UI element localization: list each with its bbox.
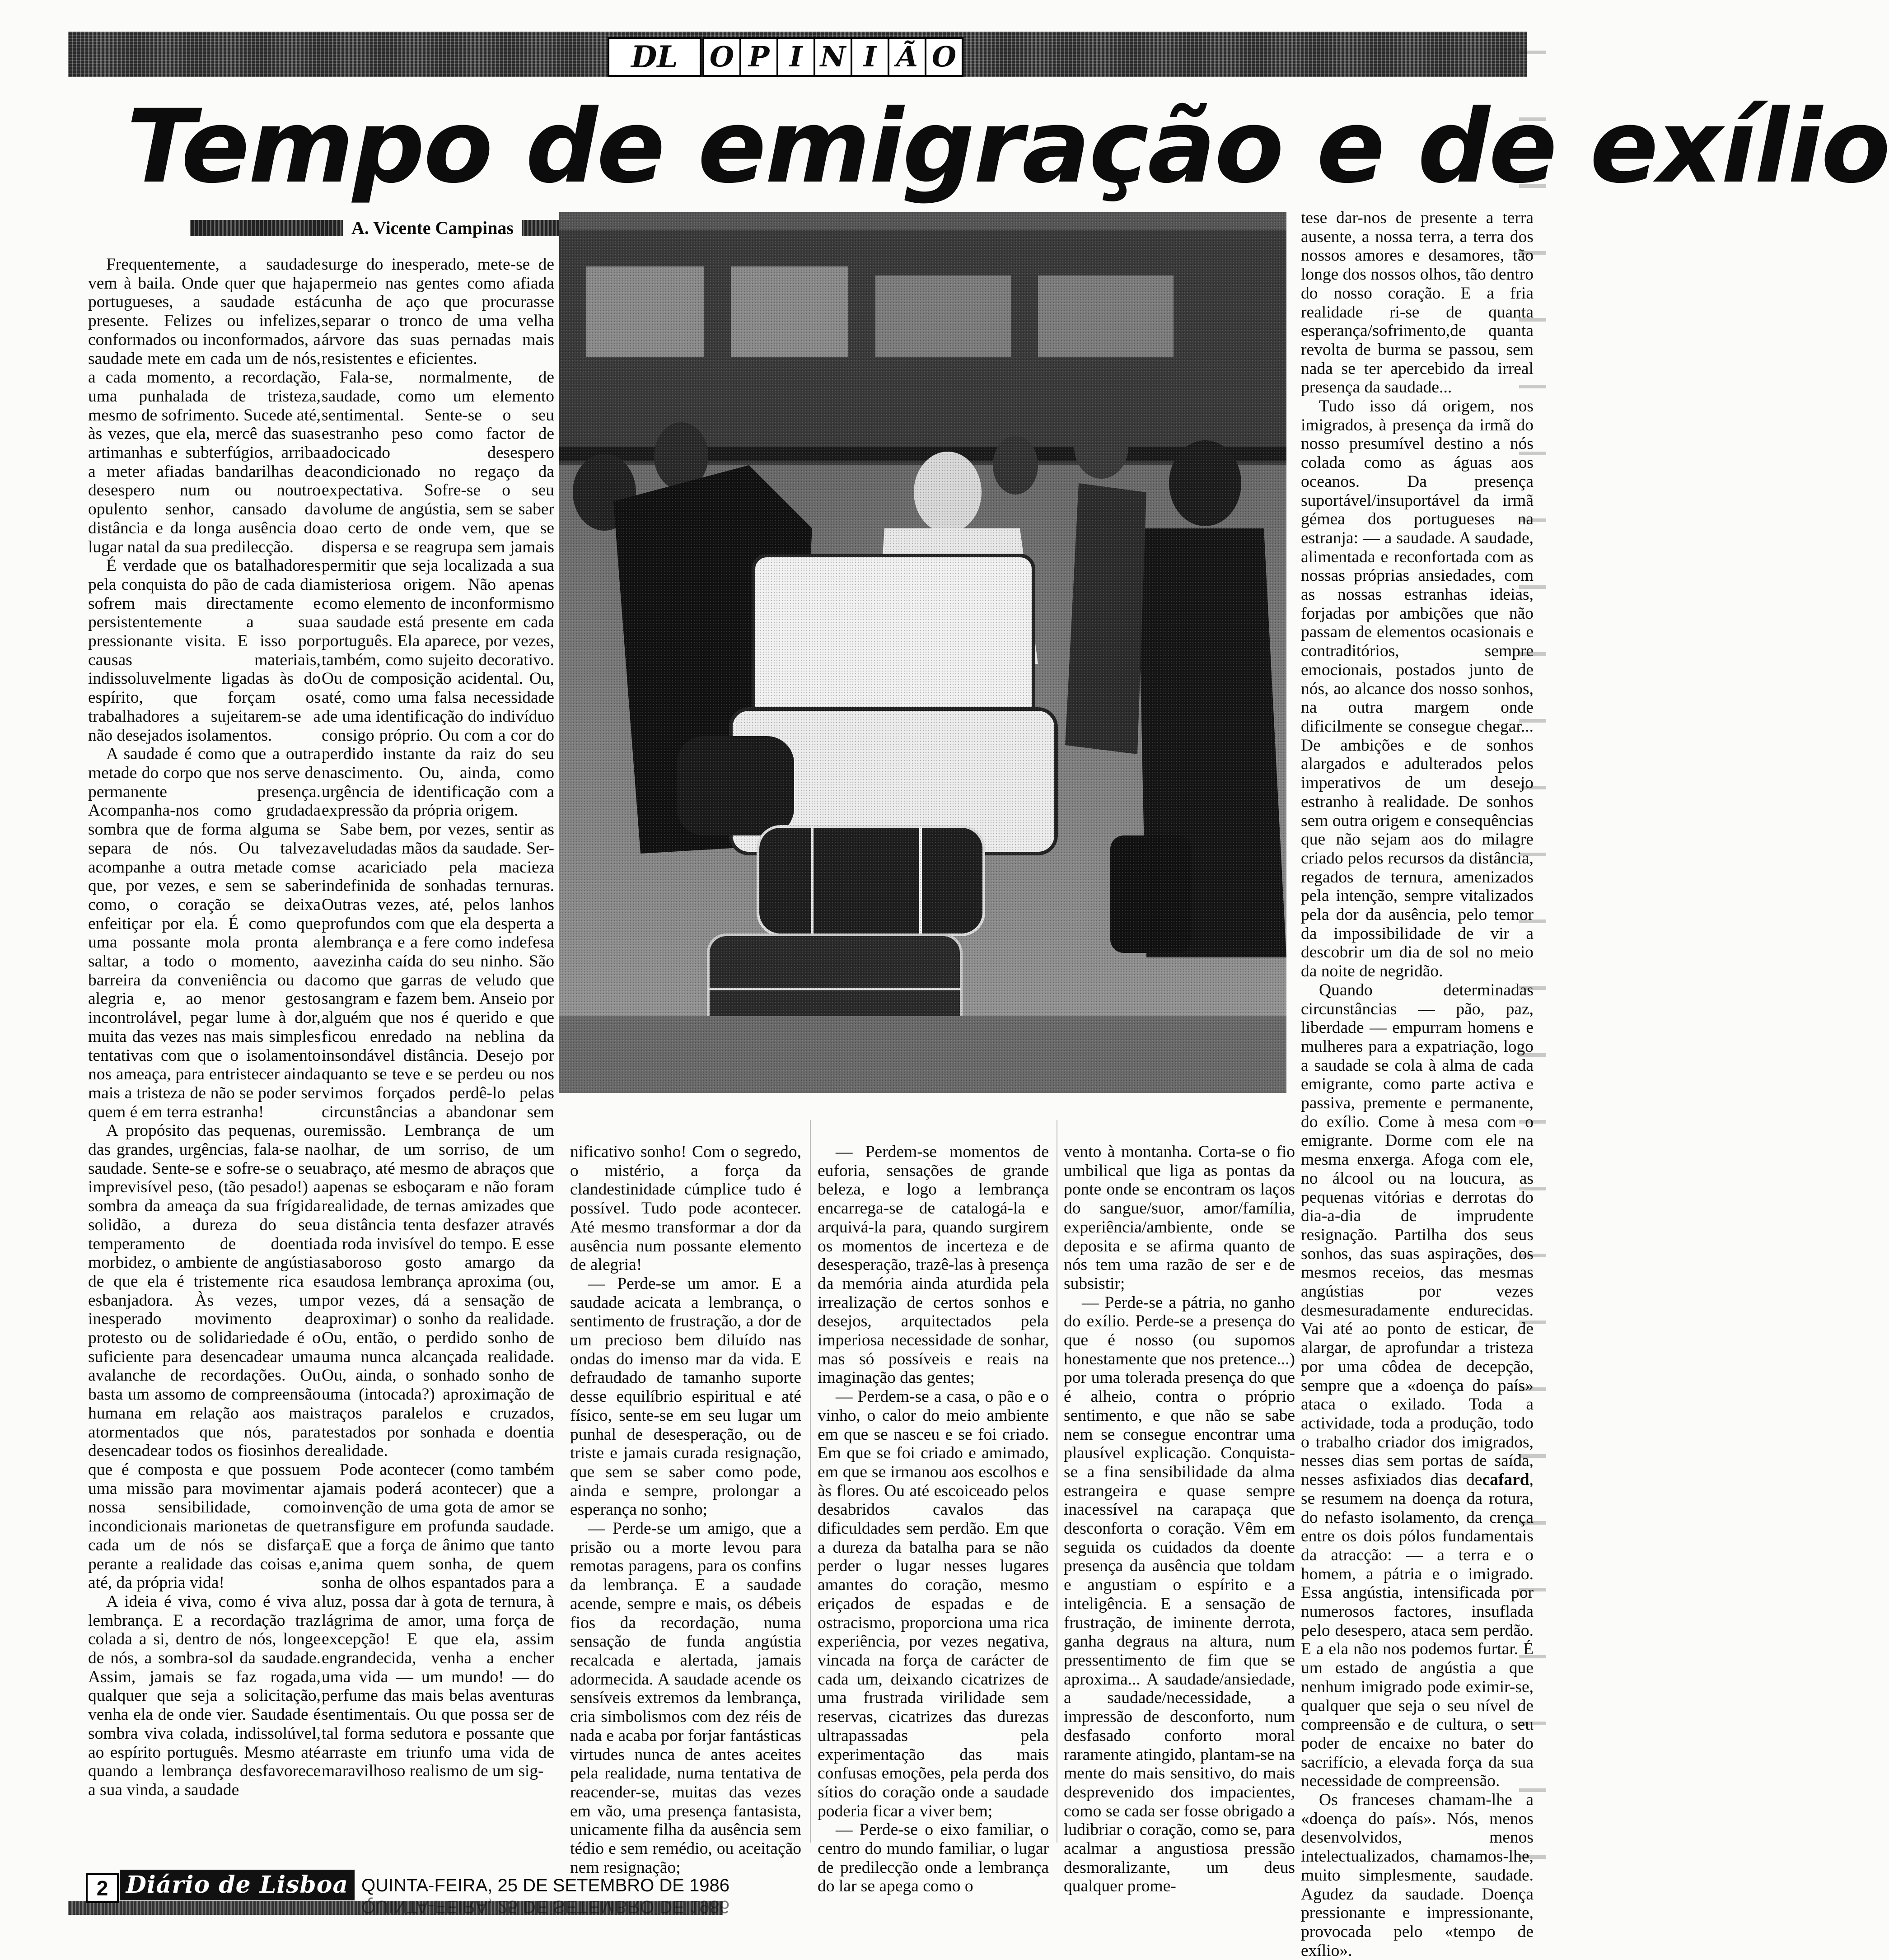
paragraph: — Perde-se a pátria, no ganho do exílio. Perde-se a presença do que é nosso (ou supomos honestamente que nos pretence...) por uma tolerada presença do que é alheio, contra o próprio sentimento, e que não se sabe nem se consegue encontrar uma plausível explicação. Conquista-se a fina sensibilidade da alma estrangeira e quase sempre inacessível na carapaça que desconforta o coração. Vêm em seguida os cuidados da doente presença da ausência que toldam e angustiam o espírito e a inteligência. E a sensação de frustração, de iminente derrota, ganha degraus na altura, num pressentimento de fim que se aproxima... A saudade/ansiedade, a saudade/necessidade, a impressão de desconforto, num desfasado conforto moral raramente atingido, plantam-se na mente do mais sensitivo, do mais desprevenido dos impacientes, como se cada ser fosse obrigado a ludibriar o coração, como se, para acalmar a angustiosa pressão desmoralizante, um deus qualquer prome-: [1064, 1293, 1295, 1896]
paragraph: — Perdem-se a casa, o pão e o vinho, o calor do meio ambiente em que se nasceu e se foi criado. Em que se foi criado e amimado, em que se irmanou aos escolhos e às flores. Ou até escoiceado pelos desabridos cavalos das dificuldades sem perdão. Em que a dureza da batalha para se não perder o lugar nesses lugares amantes do coração, mesmo eriçados de espadas e de ostracismo, proporciona uma rica experiência, por vezes negativa, vincada na força de carácter de cada um, deixando cicatrizes de uma frustrada virilidade sem reservas, cicatrizes das durezas ultrapassadas pela experimentação das mais confusas emoções, pela perda dos sítios do coração onde a saudade poderia ficar a viver bem;: [818, 1387, 1049, 1820]
paragraph: — Perde-se um amor. E a saudade acicata a lembrança, o sentimento de frustração, a dor de um precioso bem diluído nas ondas do imenso mar da vida. E defraudado de tamanho suporte desse equilíbrio espiritual e até físico, sente-se em seu lugar um punhal de desesperação, ou de triste e jamais curada resignação, que sem se saber como pode, ainda e sempre, prolongar a esperança no sonho;: [570, 1274, 801, 1519]
column-6: [1301, 209, 1534, 1960]
paragraph: vento à montanha. Corta-se o fio umbilical que liga as pontas da ponte onde se encontram os laços do sangue/suor, amor/família, experiência/ambiente, onde se deposita e se afirma quanto de nós tem uma razão de ser e de subsistir;: [1064, 1143, 1295, 1293]
article-headline: Tempo de emigração e de exílio: [126, 88, 1889, 205]
scan-edge: [1519, 0, 1546, 1922]
paragraph: — Perdem-se momentos de euforia, sensações de grande beleza, e logo a lembrança encarrega-se de catalogá-la e arquivá-la para, quando surgirem os momentos de incerteza e de desesperação, trazê-las à presença da memória ainda aturdida pela irrealização de certos sonhos e desejos, arquitectados pela imperiosa necessidade de sonhar, mas só possíveis e reais na imaginação das gentes;: [818, 1143, 1049, 1387]
paragraph: surge do inesperado, mete-se de permeio nas gentes como afiada cunha de aço que procurasse separar o tronco de uma velha árvore das suas pernadas mais resistentes e eficientes.: [322, 255, 554, 368]
paragraph: [1301, 981, 1534, 1791]
paragraph: A propósito das pequenas, ou das grandes, urgências, fala-se na saudade. Sente-se e sofre-se o seu imprevisível peso, (tão pesado!) a sombra da ameaça da sua frígida solidão, a dureza do seu temperamento de doentia morbidez, o ambiente de angústia de que ela é tristemente rica e esbanjadora. Às vezes, um inesperado movimento de protesto ou de solidariedade é o suficiente para desencadear uma avalanche de recordações. Ou basta um assomo de compreensão humana em relação aos mais atormentados que nós, para desencadear todos os fiosinhos de que é composta e que possuem uma missão para movimentar a nossa sensibilidade, como incondicionais marionetas de que cada um de nós se disfarça perante a realidade das coisas e, até, da própria vida!: [88, 1121, 321, 1592]
section-letter: P: [739, 37, 778, 77]
column-2: [322, 255, 554, 1781]
paragraph: Os franceses chamam-lhe a «doença do país». Nós, menos desenvolvidos, menos intelectualizados, chamamos-lhe, muito simplesmente, saudade. Agudez da saudade. Doença pressionante e impressionante, provocada pelo «tempo de exílio».: [1301, 1791, 1534, 1960]
text-run: Quando determinadas circunstâncias — pão, paz, liberdade — empurram homens e mulheres para a expatriação, logo a saudade se cola à alma de cada emigrante, como parte activa e passiva, premente e permanente, do exílio. Come à mesa com o emigrante. Dorme com ele na mesma enxerga. Afoga com ele, no álcool ou na loucura, as pequenas vitórias e derrotas do dia-a-dia de imprudente resignação. Partilha dos seus sonhos, das suas aspirações, dos mesmos receios, das mesmas angústias por vezes desmesuradamente endurecidas. Vai até ao ponto de esticar, de alargar, de aprofundar a tristeza por uma côdea de decepção, sempre que a «doença do país» ataca o exilado. Toda a actividade, toda a produção, todo o trabalho criador dos imigrados, nesses dias sem portas de saída, nesses asfixiados dias de: [1301, 980, 1534, 1489]
paragraph: tese dar-nos de presente a terra ausente, a nossa terra, a terra dos nossos amores e desamores, tão longe dos nossos olhos, tão dentro do nosso coração. E a fria realidade ri-se de quanta esperança/sofrimento,de quanta revolta de burma se passou, sem nada se ter apercebido da irreal presença da saudade...: [1301, 209, 1534, 397]
paragraph: Frequentemente, a saudade vem à baila. Onde quer que haja portugueses, a saudade está presente. Felizes ou infelizes, conformados ou inconformados, a saudade mete em cada um de nós, a cada momento, a recordação, uma punhalada de tristeza, mesmo de sofrimento. Sucede até, às vezes, que ela, mercê das suas artimanhas e subterfúgios, arriba a meter afiadas bandarilhas de desespero num ou noutro opulento senhor, cansado da distância e da longa ausência do lugar natal da sua predilecção.: [88, 255, 321, 556]
photo-emigrants-with-luggage-icon: [559, 212, 1286, 1093]
dl-logo: DL: [608, 37, 701, 77]
paragraph: A ideia é viva, como é viva a lembrança. E a recordação traz colada a si, dentro de nós, longe de nós, a sombra-sol da saudade. Assim, jamais se faz rogada, qualquer que seja a solicitação, venha ela de onde vier. Saudade é sombra viva colada, indissolúvel, ao espírito português. Mesmo até quando a lembrança desfavorece a sua vinda, a saudade: [88, 1592, 321, 1799]
section-letter: I: [851, 37, 889, 77]
emphasis-word: cafard: [1482, 1470, 1529, 1489]
section-letter: Ã: [888, 37, 926, 77]
section-letter: O: [925, 37, 963, 77]
section-letter: I: [776, 37, 815, 77]
page-number: 2: [86, 1873, 119, 1903]
section-letter: N: [814, 37, 852, 77]
bleed-through-date: QUINTA-FEIRA, 25 DE SETEMBRO DE 1986: [361, 1897, 730, 1917]
column-5: [1064, 1143, 1295, 1896]
column-3: [570, 1143, 801, 1877]
paragraph: — Perde-se o eixo familiar, o centro do mundo familiar, o lugar de predilecção onde a lembrança do lar se apega como o: [818, 1820, 1049, 1896]
column-4: [818, 1143, 1049, 1896]
section-label: [702, 37, 962, 73]
paragraph: Tudo isso dá origem, nos imigrados, à presença da irmã do nosso presumível destino a nós colada como as águas aos oceanos. Da presença suportável/insuportável da irmã gémea dos portugueses na estranja: — a saudade. A saudade, alimentada e reconfortada com as nossas próprias ansiedades, com as nossas estranhas ideias, forjadas por ambições que não passam de elementos ocasionais e contraditórios, sempre emocionais, postados junto de nós, ao alcance dos nosso sonhos, na outra margem onde dificilmente se consegue chegar... De ambições e de sonhos alargados e adulterados pelos imperativos de um desejo estranho à realidade. De sonhos sem outra origem e consequências que não sejam aos do milagre criado pelos recursos da distância, regados de ternura, amenizados pela intenção, sempre vitalizados pela dor da ausência, pelo temor da impossibilidade de vir a descobrir um dia de sol no meio da noite de negridão.: [1301, 397, 1534, 981]
paragraph: É verdade que os batalhadores pela conquista do pão de cada dia sofrem mais directamente e persistentemente a sua pressionante visita. E isso por causas materiais, indissoluvelmente ligadas às do espírito, que forçam os trabalhadores a sujeitarem-se a não desejados isolamentos.: [88, 556, 321, 745]
paragraph: Fala-se, normalmente, de saudade, como um elemento sentimental. Sente-se o seu estranho peso como factor de adocicado desespero acondicionado no regaço da expectativa. Sofre-se o seu volume de angústia, sem se saber ao certo de onde vem, que se dispersa e se reagrupa sem jamais permitir que seja localizada a sua misteriosa origem. Não apenas como elemento de inconformismo a saudade está presente em cada português. Ela aparece, por vezes, também, como sujeito decorativo. Ou de composição acidental. Ou, até, como uma falsa necessidade de uma identificação do indivíduo consigo próprio. Ou com a cor do perdido instante da raiz do seu nascimento. Ou, ainda, como urgência de identificação com a expressão da própria origem.: [322, 368, 554, 820]
photo-emigrants: [559, 212, 1286, 1093]
paragraph: — Perde-se um amigo, que a prisão ou a morte levou para remotas paragens, para os confins da lembrança. E a saudade acende, sempre e mais, os débeis fios da recordação, numa sensação de funda angústia recalcada e alertada, jamais adormecida. A saudade acende os sensíveis extremos da lembrança, cria simbolismos com dez réis de nada e acaba por forjar fantásticas virtudes nunca de antes aceites pela realidade, numa tentativa de reacender-se, muitas das vezes em vão, uma presença fantasista, unicamente filha da ausência sem tédio e sem remédio, ou aceitação nem resignação;: [570, 1519, 801, 1877]
paragraph: Sabe bem, por vezes, sentir as aveludadas mãos da saudade. Ser-se acariciado pela macieza indefinida de sonhadas ternuras. Outras vezes, até, pelos lanhos profundos com que ela desperta a lembrança e a fere como indefesa avezinha caída do seu ninho. São como que garras de veludo que sangram e fazem bem. Anseio por alguém que nos é querido e que ficou enredado na neblina da insondável distância. Desejo por quanto se teve e se perdeu ou nos vimos forçados perdê-lo pelas circunstâncias a abandonar sem remissão. Lembrança de um olhar, de um sorriso, de um abraço, até mesmo de abraços que apenas se esboçaram e não foram realidade, de ternas amizades que a distância tenta desfazer através da roda invisível do tempo. E esse saboroso gosto amargo da saudosa lembrança aproxima (ou, por vezes, dá a sensação de aproximar) o sonho da realidade. Ou, então, o perdido sonho de uma nunca alcançada realidade. Ou, ainda, o sonhado sonho de uma (intocada?) aproximação de traços paralelos e cruzados, testados por sonhada e doentia realidade.: [322, 820, 554, 1461]
byline-author: A. Vicente Campinas: [343, 218, 522, 238]
publication-date: QUINTA-FEIRA, 25 DE SETEMBRO DE 1986: [361, 1876, 730, 1895]
paragraph: Pode acontecer (como também jamais poderá acontecer) que a invenção de uma gota de amor se transfigure em profunda saudade. E que a força de ânimo que tanto anima quem sonha, de quem sonha de olhos espantados para a luz, possa dar à gota de ternura, à lágrima de amor, uma força de excepção! E que ela, assim engrandecida, venha a encher uma vida — um mundo! — do perfume das mais belas aventuras sentimentais. Ou que possa ser de tal forma sedutora e possante que arraste em triunfo uma vida de maravilhoso realismo de um sig-: [322, 1461, 554, 1781]
text-run: , se resumem na doença da rotura, do nefasto isolamento, da crença entre os dois pólos fundamentais da atracção: — a terra e o homem, a pátria e o imigrado. Essa angústia, intensificada por numerosos factores, insuflada pelo desespero, ataca sem perdão. E a ela não nos podemos furtar. É um estado de angústia a que nenhum imigrado pode eximir-se, qualquer que seja o seu nível de compreensão e de cultura, o seu poder de encaixe no bater do sacrifício, a elevada força da sua necessidade de compreensão.: [1301, 1470, 1534, 1791]
paragraph: nificativo sonho! Com o segredo, o mistério, a força da clandestinidade cúmplice tudo é possível. Tudo pode acontecer. Até mesmo transformar a dor da ausência num possante elemento de alegria!: [570, 1143, 801, 1274]
column-1: [88, 255, 321, 1800]
paragraph: A saudade é como que a outra metade do corpo que nos serve de permanente presença. Acompanha-nos como grudada sombra que de forma alguma se separa de nós. Ou talvez acompanhe a outra metade com que, por vezes, e sem se saber como, o coração se deixa enfeitiçar por ela. É como que uma possante mola pronta a saltar, a todo o momento, a barreira da conveniência ou da alegria e, ao menor gesto incontrolável, pegar lume à dor, muita das vezes nas mais simples tentativas com que o isolamento nos ameaça, para entristecer ainda mais a tristeza de não se poder ser quem é em terra estranha!: [88, 745, 321, 1121]
section-letter: O: [702, 37, 741, 77]
column-divider: [810, 1120, 811, 1843]
newspaper-masthead: Diário de Lisboa: [120, 1870, 355, 1900]
